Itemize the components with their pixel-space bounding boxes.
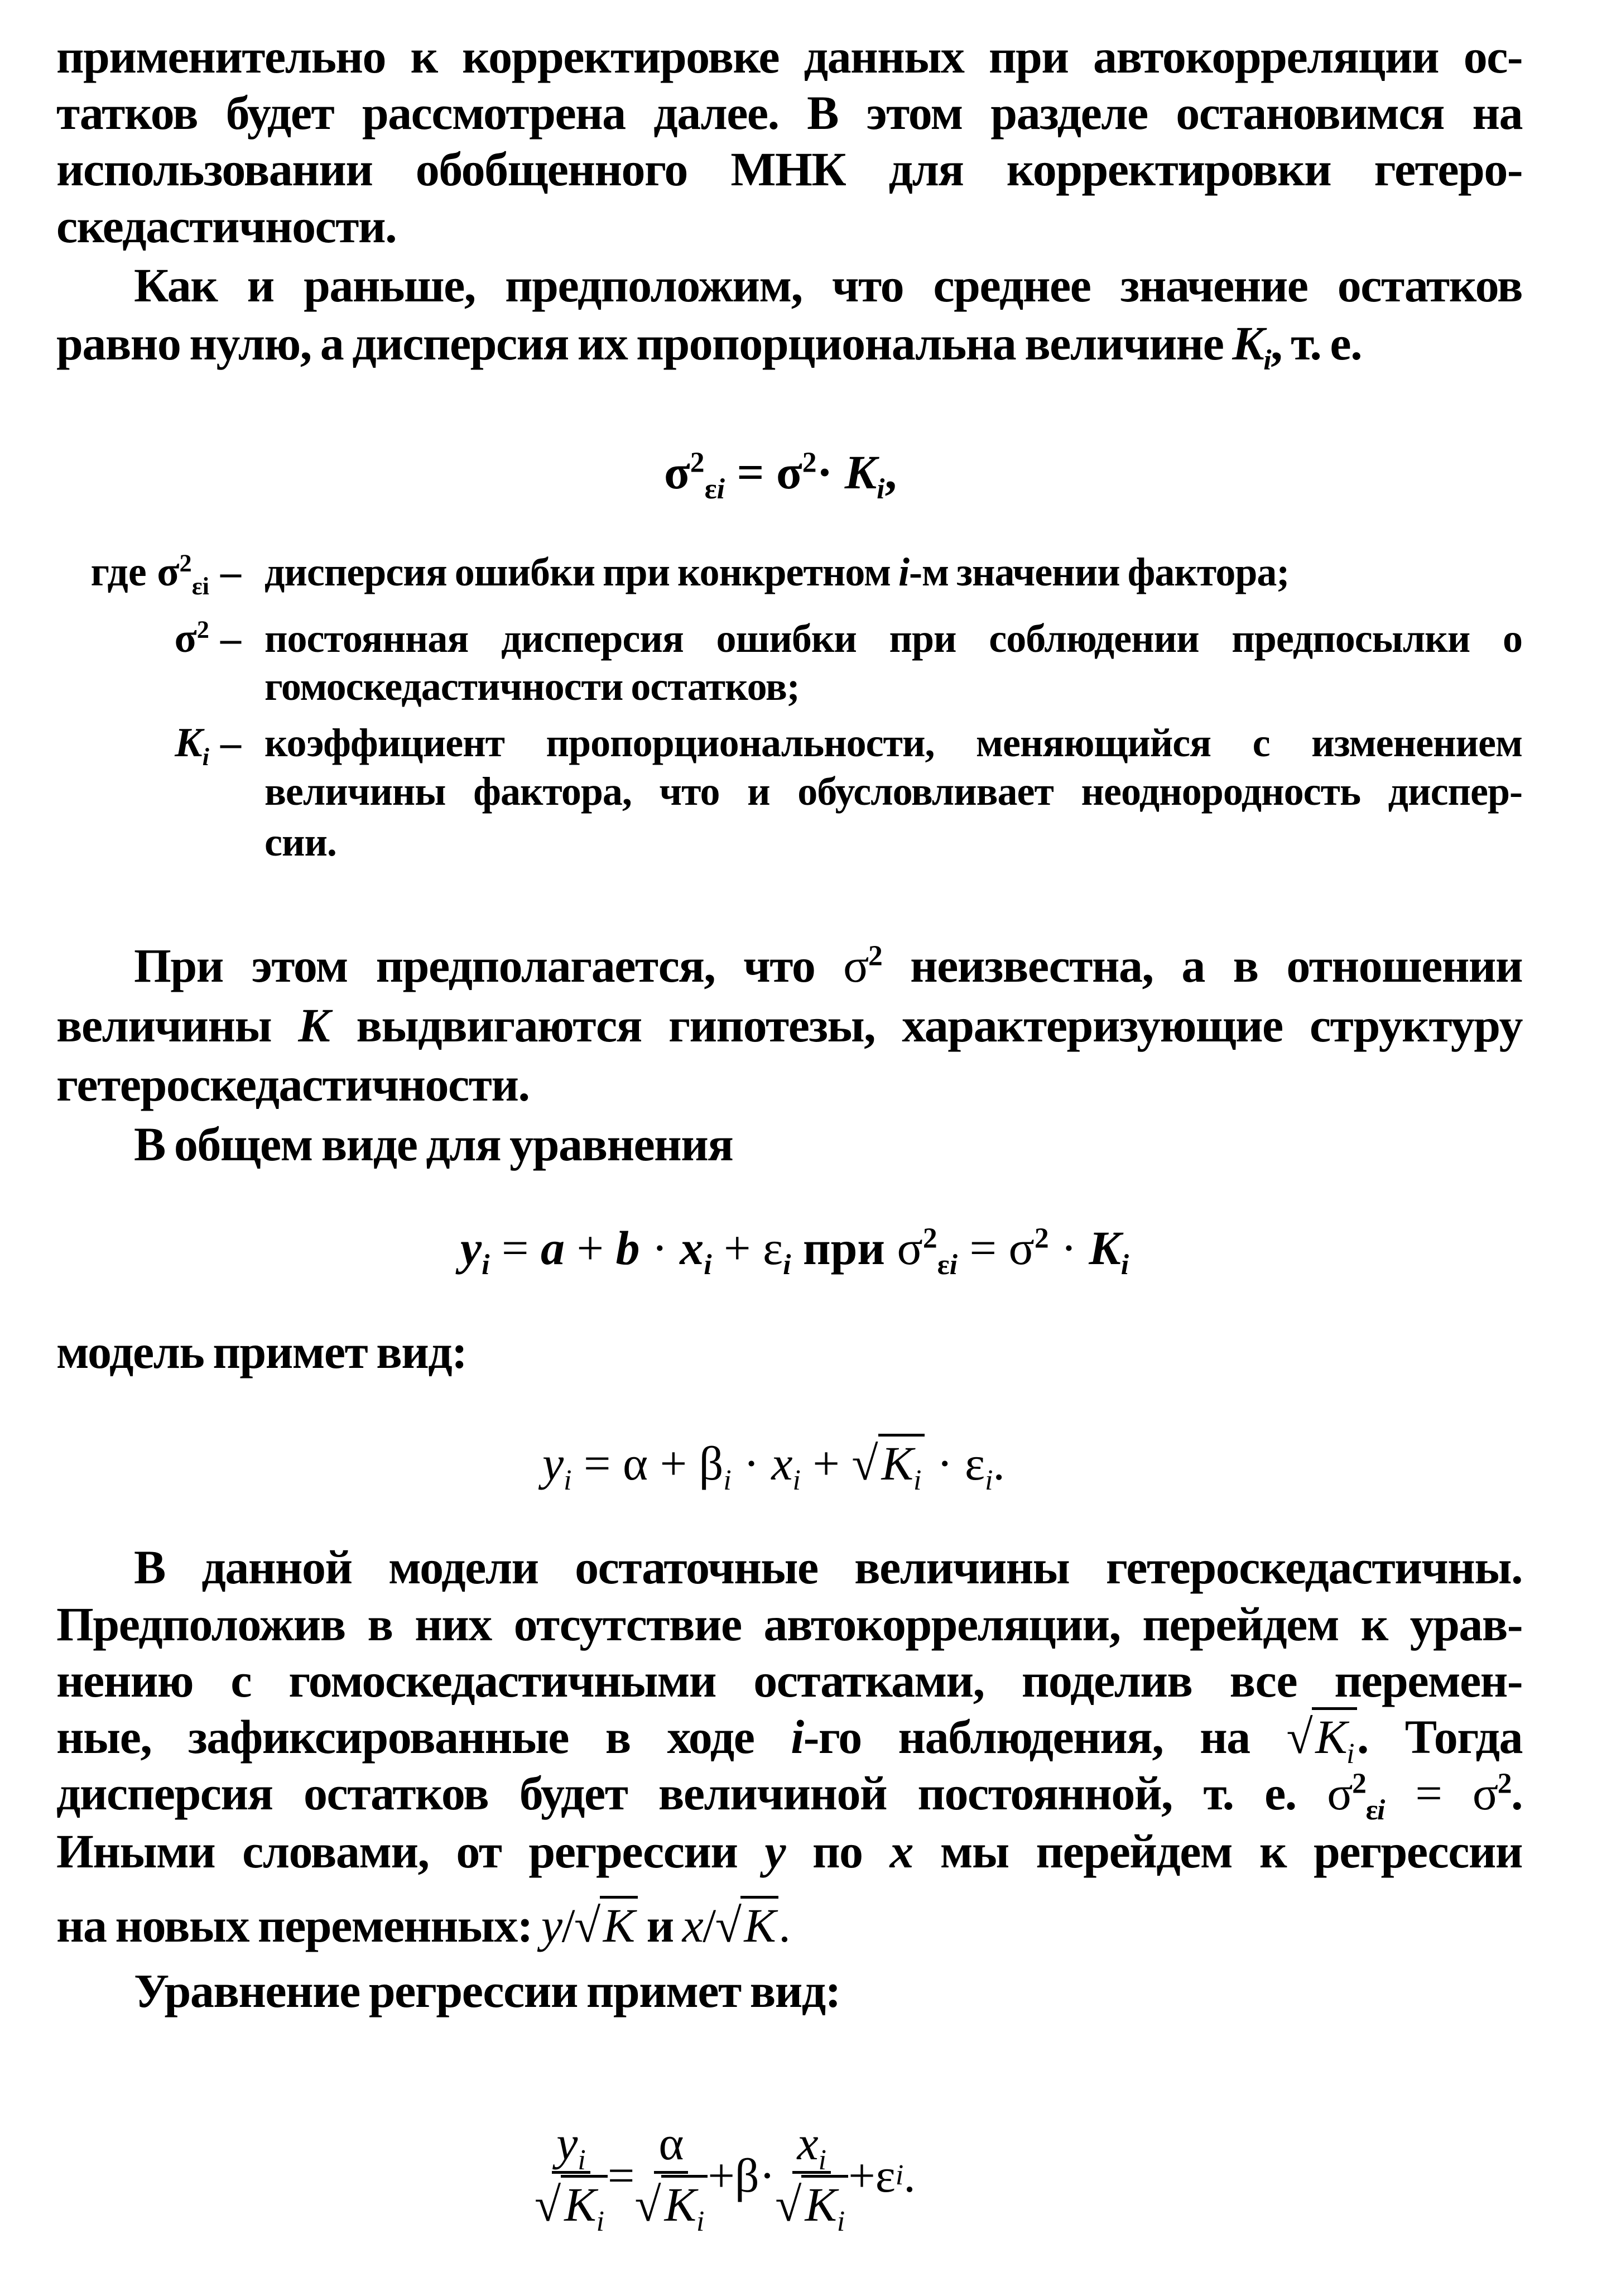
text-line: В общем виде для уравнения bbox=[134, 1117, 733, 1171]
math-sigma: σ bbox=[664, 445, 690, 499]
text-fragment: ные, зафиксированные в ходе bbox=[56, 1710, 791, 1764]
def-symbol bbox=[42, 613, 209, 664]
math-dot: · bbox=[759, 2148, 776, 2202]
def-text: гомоскедастичности остатков; bbox=[264, 664, 800, 709]
math-i: i bbox=[792, 1464, 801, 1497]
text-line: Как и раньше, предположим, что среднее значение остатков bbox=[134, 258, 1522, 312]
text-line bbox=[134, 938, 1522, 993]
math-i: i bbox=[913, 1464, 922, 1497]
fraction bbox=[535, 2115, 608, 2238]
math-eps: ε bbox=[937, 1249, 950, 1281]
math-sup: 2 bbox=[802, 446, 817, 479]
math-i: i bbox=[949, 1249, 958, 1281]
math-alpha: α bbox=[623, 1437, 648, 1490]
def-dash: – bbox=[220, 549, 241, 595]
math-sigma: σ bbox=[157, 549, 180, 595]
math-i: i bbox=[1120, 1249, 1129, 1281]
math-k: K bbox=[881, 1437, 913, 1490]
math-eps: ε bbox=[763, 1221, 783, 1275]
text-line: Уравнение регрессии примет вид: bbox=[134, 1964, 840, 2018]
text-line bbox=[56, 1898, 1522, 1953]
def-dash: – bbox=[220, 720, 241, 766]
math-a: a bbox=[541, 1221, 565, 1275]
sqrt-icon: √ bbox=[715, 1899, 741, 1952]
math-sub bbox=[937, 1249, 958, 1281]
math-dot: · bbox=[639, 1221, 680, 1275]
sqrt-icon: √ bbox=[634, 2178, 661, 2231]
math-k: K bbox=[844, 445, 877, 499]
text-fragment: При этом предполагается, что bbox=[134, 939, 844, 992]
sqrt bbox=[852, 1435, 925, 1497]
math-comma: , bbox=[884, 445, 897, 499]
text-fragment: -го наблюдения, на bbox=[803, 1710, 1287, 1764]
math-i: i bbox=[696, 2206, 705, 2238]
math-i: i bbox=[985, 1464, 993, 1497]
text-line: гетероскедастичности. bbox=[56, 1058, 530, 1111]
math-i: i bbox=[1346, 1738, 1354, 1770]
math-sigma: σ bbox=[897, 1221, 923, 1275]
text-line bbox=[56, 1765, 1522, 1827]
text-line: татков будет рассмотрена далее. В этом разделе остановимся на bbox=[56, 86, 1522, 140]
math-y: y bbox=[542, 1437, 564, 1490]
text-line: использовании обобщенного МНК для корректировки гетеро- bbox=[56, 142, 1522, 196]
text-fragment: -м значении фактора; bbox=[909, 550, 1290, 594]
math-k: K bbox=[175, 720, 203, 766]
math-plus: + bbox=[800, 1437, 852, 1490]
text-fragment: по bbox=[785, 1824, 890, 1878]
text-fragment: мы перейдем к регрессии bbox=[912, 1824, 1522, 1878]
text-line bbox=[56, 315, 1522, 377]
math-k: K bbox=[664, 2178, 697, 2231]
formula-variance bbox=[664, 444, 897, 506]
sqrt bbox=[1286, 1709, 1357, 1770]
text-fragment: и bbox=[637, 1899, 682, 1952]
def-text: сии. bbox=[264, 820, 336, 864]
text-fragment: величины bbox=[56, 998, 299, 1052]
text-fragment: дисперсия ошибки при конкретном bbox=[264, 550, 899, 594]
math-x: x bbox=[680, 1221, 704, 1275]
math-i: i bbox=[898, 550, 910, 594]
math-y: y bbox=[541, 1899, 562, 1952]
math-k: K bbox=[1315, 1710, 1347, 1764]
def-text: величины фактора, что и обусловливает неоднородность диспер- bbox=[264, 769, 1522, 814]
math-i: i bbox=[482, 1249, 490, 1281]
math-plus: + bbox=[648, 1437, 699, 1490]
text-line bbox=[56, 1709, 1523, 1770]
text-fragment: выдвигаются гипотезы, характеризующие структуру bbox=[329, 998, 1522, 1052]
math-i: i bbox=[596, 2206, 604, 2238]
math-i: i bbox=[818, 2144, 826, 2177]
text-fragment: равно нулю, а дисперсия их пропорциональна величине bbox=[56, 316, 1233, 370]
math-eps: ε bbox=[1365, 1794, 1377, 1827]
math-k: K bbox=[1232, 316, 1264, 370]
math-sup: 2 bbox=[196, 615, 209, 643]
formula-model bbox=[542, 1435, 1005, 1497]
text-line: В данной модели остаточные величины гетероскедастичны. bbox=[134, 1540, 1522, 1594]
math-i: i bbox=[723, 1464, 732, 1497]
def-text bbox=[264, 547, 1522, 597]
formula-regression bbox=[460, 1220, 1129, 1281]
math-eq: = bbox=[607, 2148, 635, 2202]
text-line: Предположив в них отсутствие автокорреляции, перейдем к урав- bbox=[56, 1597, 1522, 1651]
math-alpha: α bbox=[654, 2115, 688, 2174]
math-dot: · bbox=[816, 445, 833, 499]
math-x: x bbox=[771, 1437, 793, 1490]
math-slash: / bbox=[561, 1899, 574, 1952]
math-i: i bbox=[716, 473, 725, 506]
math-k: K bbox=[1089, 1221, 1121, 1275]
math-sigma: σ bbox=[1008, 1221, 1035, 1275]
math-i: i bbox=[704, 1249, 712, 1281]
math-y: y bbox=[764, 1824, 786, 1878]
text-line: модель примет вид: bbox=[56, 1325, 467, 1378]
text-fragment: при bbox=[791, 1221, 897, 1275]
math-k: K bbox=[600, 1896, 638, 1952]
text-line: применительно к корректировке данных при автокорреляции ос- bbox=[56, 30, 1522, 83]
def-symbol bbox=[17, 547, 209, 600]
math-period: . bbox=[778, 1899, 790, 1952]
math-plus: + bbox=[711, 1221, 763, 1275]
math-i: i bbox=[791, 1710, 804, 1764]
def-prefix: где bbox=[90, 549, 157, 595]
fraction bbox=[775, 2115, 848, 2238]
def-text: постоянная дисперсия ошибки при соблюдении предпосылки о bbox=[264, 616, 1522, 661]
math-sigma: σ bbox=[1327, 1766, 1353, 1820]
fraction bbox=[634, 2115, 708, 2238]
text-line: скедастичности. bbox=[56, 199, 397, 253]
math-i: i bbox=[877, 473, 885, 506]
sqrt-icon: √ bbox=[1286, 1710, 1312, 1764]
math-sup: 2 bbox=[1034, 1222, 1049, 1255]
math-beta: β bbox=[699, 1437, 724, 1490]
text-fragment: . Тогда bbox=[1357, 1710, 1523, 1764]
math-eq: = bbox=[571, 1437, 623, 1490]
math-eps: ε bbox=[704, 473, 717, 506]
math-sigma: σ bbox=[843, 939, 868, 992]
formula-transformed-regression: $\frac{y_i}{√K_i}$ = $\frac{\alpha}{√K_i}$ + β · $\frac{x_i}{√K_i}$ + ε i . bbox=[535, 2116, 916, 2238]
math-dot: · bbox=[925, 1437, 965, 1490]
math-eq: = bbox=[958, 1221, 1009, 1275]
math-sup: 2 bbox=[179, 549, 192, 577]
def-symbol bbox=[42, 718, 209, 771]
math-dot: · bbox=[731, 1437, 772, 1490]
math-y: y bbox=[460, 1221, 482, 1275]
math-k: K bbox=[740, 1896, 778, 1952]
math-sigma: σ bbox=[1472, 1766, 1498, 1820]
math-k: K bbox=[564, 2178, 597, 2231]
math-period: . bbox=[1511, 1766, 1522, 1820]
math-plus: + bbox=[848, 2148, 876, 2202]
math-eq: = bbox=[724, 445, 776, 499]
math-b: b bbox=[615, 1221, 640, 1275]
math-i: i bbox=[783, 1249, 791, 1281]
sqrt bbox=[715, 1898, 779, 1953]
math-eps: ε bbox=[875, 2148, 896, 2202]
text-fragment: дисперсия остатков будет величиной постоянной, т. е. bbox=[56, 1766, 1327, 1820]
sqrt-icon: √ bbox=[852, 1437, 878, 1490]
math-plus: + bbox=[565, 1221, 616, 1275]
text-line bbox=[56, 1823, 1522, 1879]
math-sub bbox=[1365, 1794, 1384, 1826]
math-sigma: σ bbox=[776, 445, 802, 499]
sqrt-icon: √ bbox=[775, 2178, 802, 2231]
math-sub-i: i bbox=[1263, 344, 1271, 377]
math-sup: 2 bbox=[868, 940, 882, 972]
text-fragment: на новых переменных: bbox=[56, 1899, 541, 1952]
math-sub bbox=[705, 473, 725, 505]
math-eps: ε bbox=[964, 1437, 985, 1490]
math-eq: = bbox=[1384, 1766, 1473, 1820]
math-sup: 2 bbox=[1497, 1767, 1511, 1800]
math-eq: = bbox=[489, 1221, 541, 1275]
math-sup: 2 bbox=[690, 446, 705, 479]
text-fragment: , т. е. bbox=[1271, 316, 1362, 370]
math-y: y bbox=[556, 2116, 578, 2170]
text-fragment: Иными словами, от регрессии bbox=[56, 1824, 765, 1878]
math-slash: / bbox=[703, 1899, 715, 1952]
math-dot: · bbox=[1048, 1221, 1089, 1275]
math-x: x bbox=[682, 1899, 703, 1952]
math-sup: 2 bbox=[1352, 1767, 1366, 1800]
text-line bbox=[56, 997, 1522, 1053]
math-sigma: σ bbox=[174, 616, 197, 661]
def-dash: – bbox=[220, 616, 241, 661]
math-i: i bbox=[1377, 1794, 1384, 1827]
math-x: x bbox=[797, 2116, 819, 2170]
math-x: x bbox=[889, 1824, 913, 1878]
math-sub: εi bbox=[191, 571, 209, 600]
sqrt-icon: √ bbox=[574, 1899, 600, 1952]
math-plus: + bbox=[708, 2148, 735, 2202]
text-line: нению с гомоскедастичными остатками, поделив все перемен- bbox=[56, 1654, 1522, 1707]
math-sup: 2 bbox=[922, 1222, 937, 1255]
math-period: . bbox=[993, 1437, 1005, 1490]
text-fragment: неизвестна, а в отношении bbox=[882, 939, 1522, 992]
sqrt bbox=[574, 1898, 638, 1953]
math-i: i bbox=[578, 2144, 586, 2177]
math-i: i bbox=[564, 1464, 572, 1497]
math-sub: i bbox=[202, 742, 209, 771]
def-text: коэффициент пропорциональности, меняющийся с изменением bbox=[264, 720, 1522, 765]
sqrt-icon: √ bbox=[535, 2178, 561, 2231]
math-beta: β bbox=[734, 2148, 759, 2202]
math-k: K bbox=[298, 998, 330, 1052]
math-period: . bbox=[903, 2148, 916, 2202]
math-i: i bbox=[836, 2206, 845, 2238]
math-k: K bbox=[805, 2178, 837, 2231]
